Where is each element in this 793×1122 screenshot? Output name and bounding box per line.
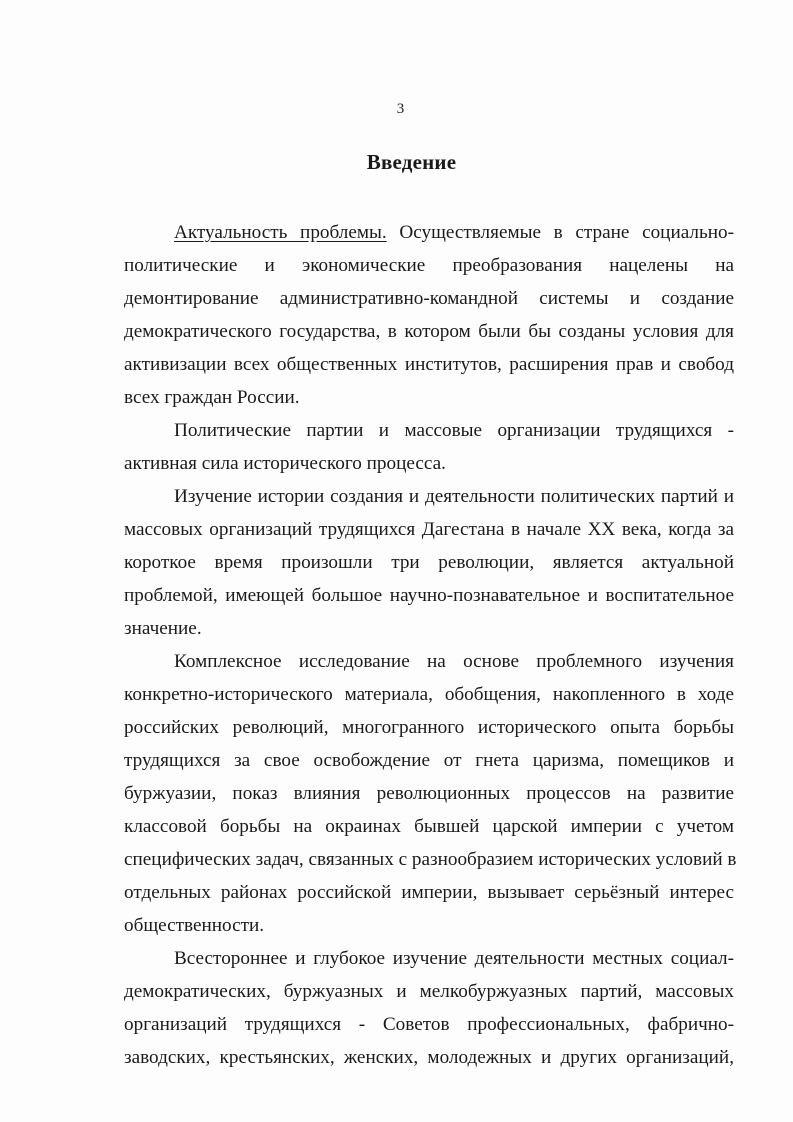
text-line: демонтирование административно-командной системы и создание — [124, 288, 734, 309]
text-line: общественности. — [124, 915, 265, 936]
text-line: всех граждан России. — [124, 387, 300, 408]
text-line: массовых организаций трудящихся Дагестана в начале XX века, когда за — [124, 519, 734, 540]
text-line: специфических задач, связанных с разнообразием исторических условий в — [124, 849, 737, 870]
text-line: организаций трудящихся - Советов профессиональных, фабрично- — [124, 1014, 734, 1035]
text-line: трудящихся за свое освобождение от гнета царизма, помещиков и — [124, 750, 734, 771]
page-number: 3 — [396, 101, 405, 117]
text-line: Политические партии и массовые организации трудящихся - — [174, 420, 734, 441]
paragraph-study — [124, 480, 734, 645]
text-line: активизации всех общественных институтов, расширения прав и свобод — [124, 354, 734, 375]
text-line: конкретно-исторического материала, обобщения, накопленного в ходе — [124, 684, 734, 705]
body-text — [124, 216, 737, 1074]
text-line: буржуазии, показ влияния революционных процессов на развитие — [124, 783, 734, 804]
text-line: проблемой, имеющей большое научно-познавательное и воспитательное — [124, 585, 734, 606]
text-line: значение. — [124, 618, 202, 639]
paragraph-complex-research — [124, 645, 737, 942]
paragraph-parties — [124, 414, 734, 480]
text-line: отдельных районах российской империи, вызывает серьёзный интерес — [124, 882, 734, 903]
paragraph-comprehensive-study — [124, 942, 734, 1074]
text-line: активная сила исторического процесса. — [124, 453, 446, 474]
text-line: классовой борьбы на окраинах бывшей царской империи с учетом — [124, 816, 734, 837]
relevance-heading: Актуальность проблемы. — [174, 222, 387, 243]
text-line: Всестороннее и глубокое изучение деятельности местных социал- — [174, 948, 734, 969]
text-line: заводских, крестьянских, женских, молодежных и других организаций, — [124, 1047, 734, 1068]
text-line: демократических, буржуазных и мелкобуржуазных партий, массовых — [124, 981, 734, 1002]
paragraph-relevance — [124, 216, 734, 414]
section-title: Введение — [366, 150, 457, 174]
text-line: Комплексное исследование на основе проблемного изучения — [174, 651, 734, 672]
text-line: политические и экономические преобразования нацелены на — [124, 255, 734, 276]
text-line: Изучение истории создания и деятельности политических партий и — [174, 486, 734, 507]
text-line: короткое время произошли три революции, является актуальной — [124, 552, 734, 573]
text-line: Актуальность проблемы. Осуществляемые в стране социально- — [174, 222, 734, 243]
text-line: российских революций, многогранного исторического опыта борьбы — [124, 717, 734, 738]
text-line: демократического государства, в котором были бы созданы условия для — [124, 321, 734, 342]
